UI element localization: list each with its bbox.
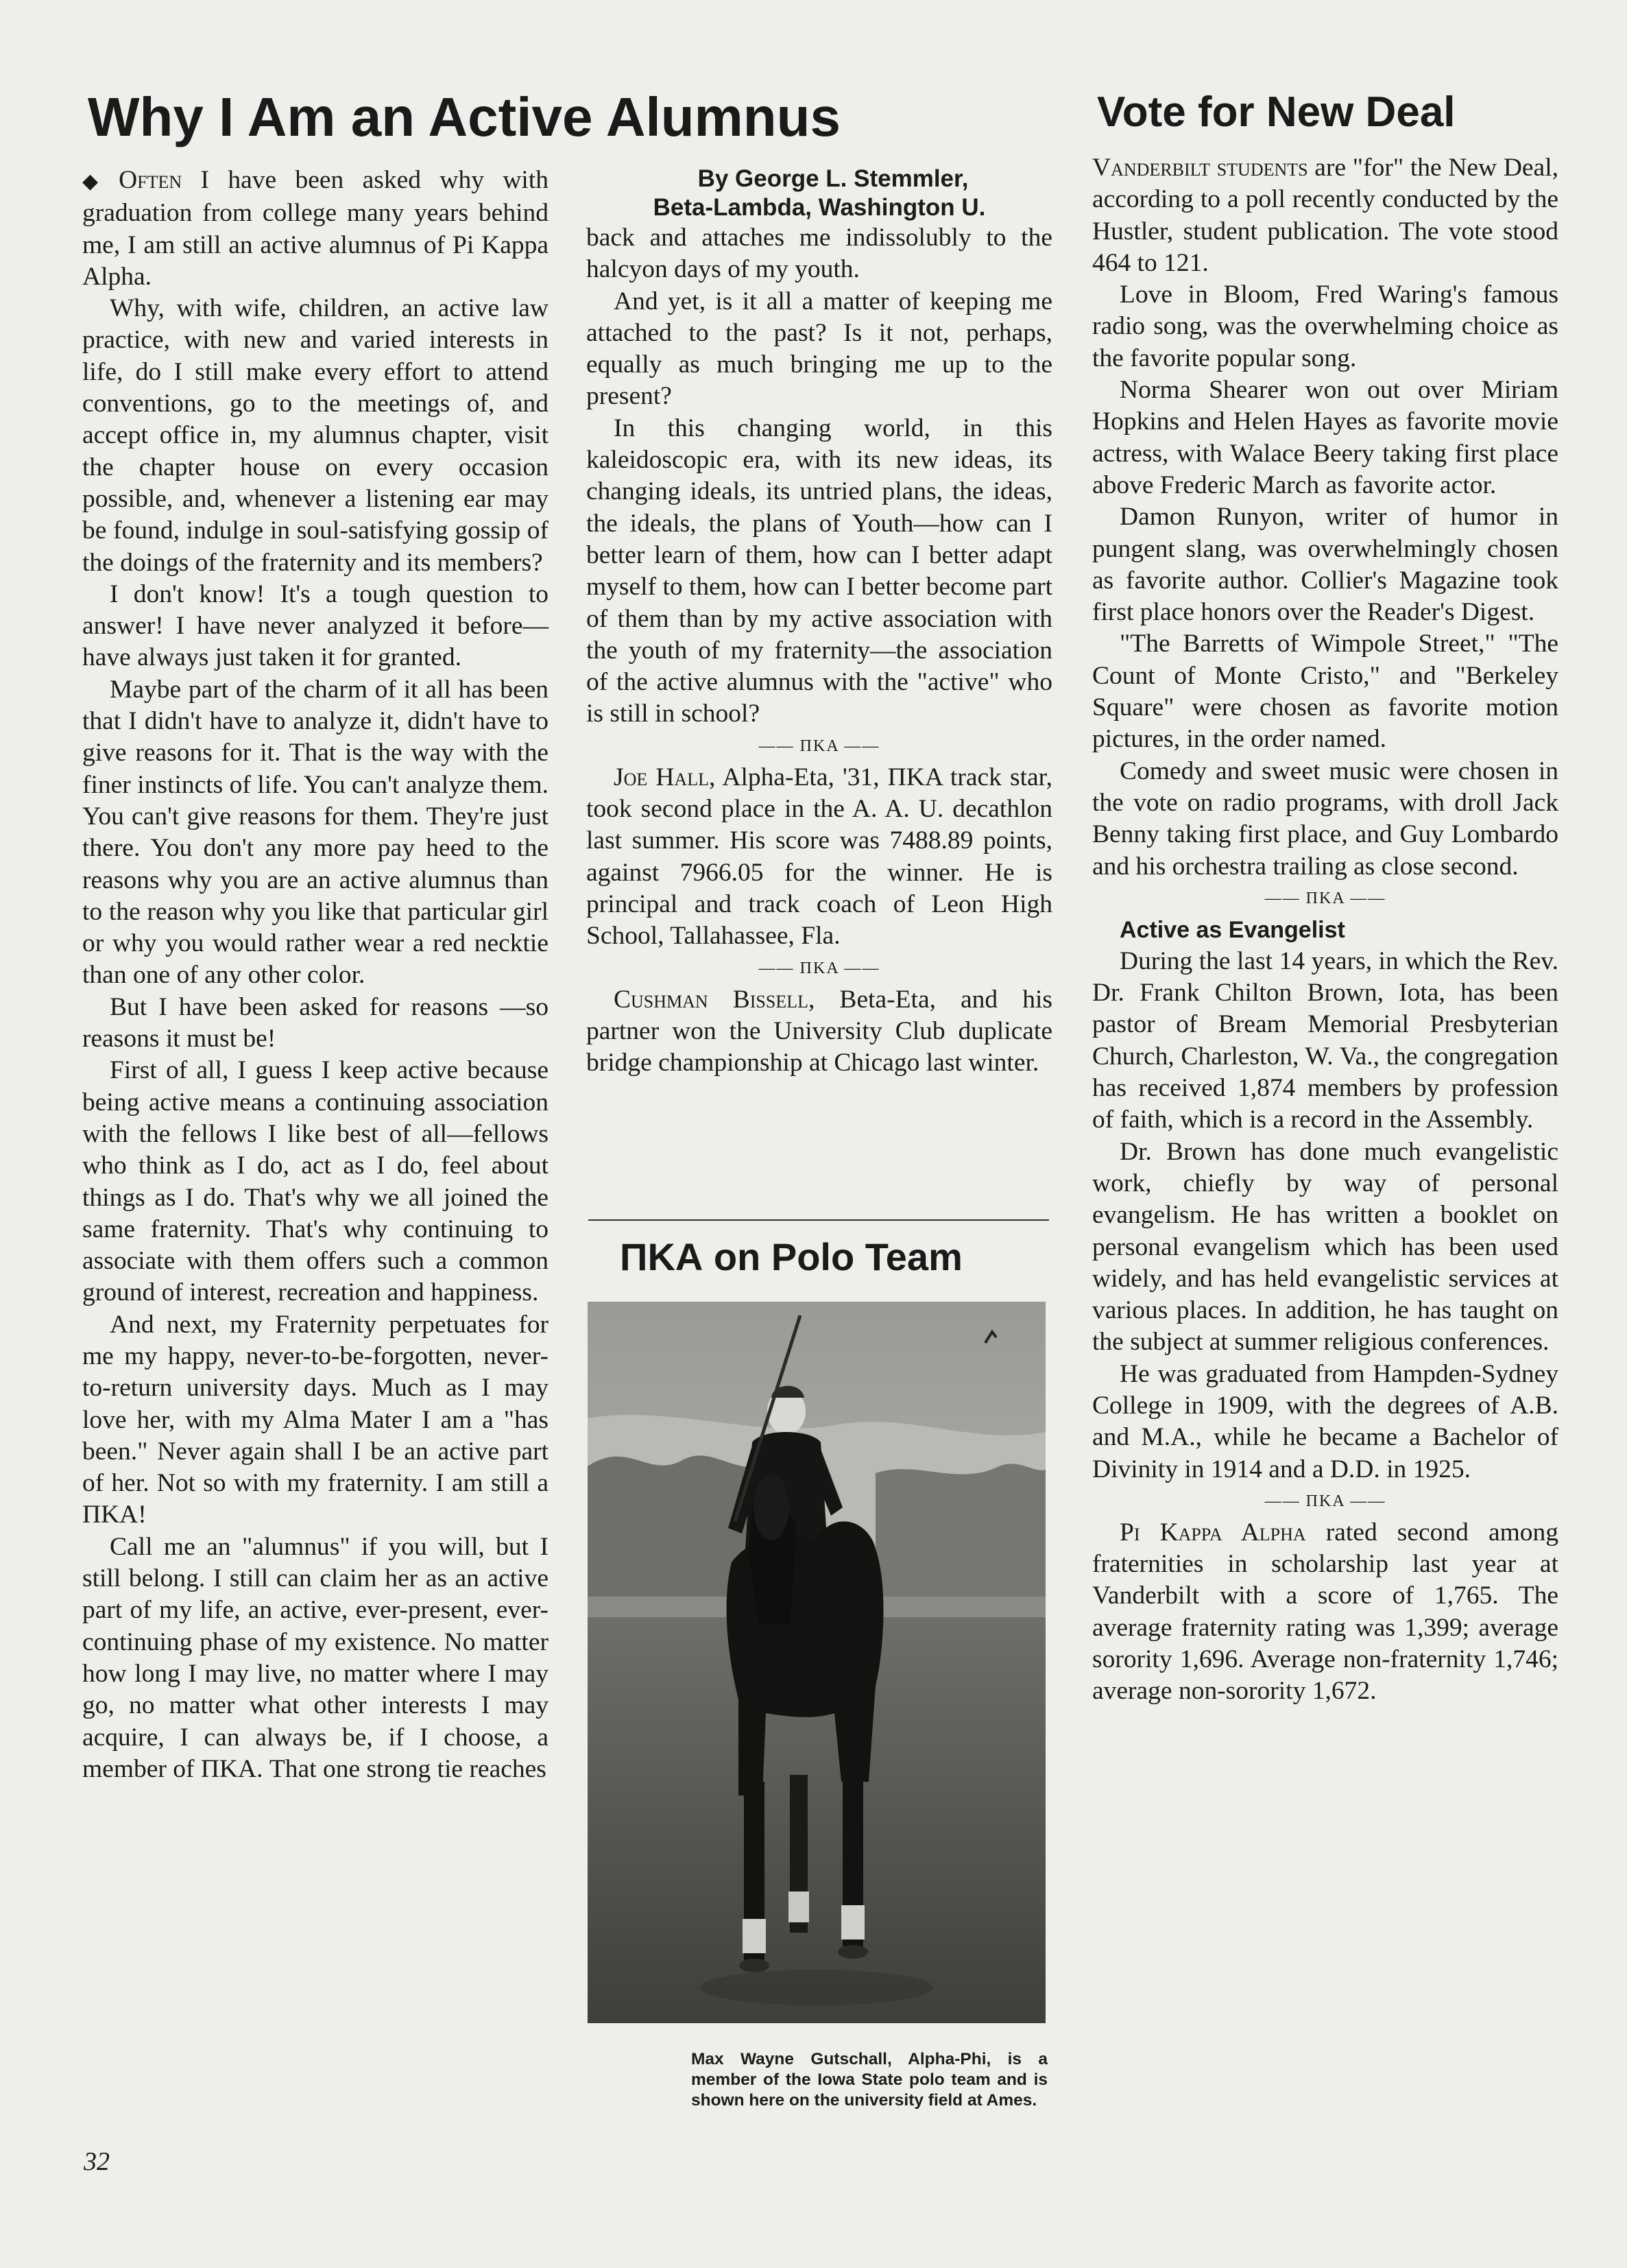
article-paragraph: And yet, is it all a matter of keeping me attached to the past? Is it not, perhaps, equally as much bringing me up to the present?	[586, 287, 1052, 411]
article-paragraph: First of all, I guess I keep active because being active means a continuing association with the fellows I like best of all—fellows who think as I do, act as I do, feel about things as I do. That's why we all joined the same fraternity. That's why continuing to associate with them offers such a common ground of interest, recreation and happiness.	[82, 1056, 549, 1307]
news-paragraph: He was graduated from Hampden-Sydney College in 1909, with the degrees of A.B. and M.A., while he became a Bachelor of Divinity in 1914 and a D.D. in 1925.	[1092, 1359, 1558, 1483]
article-paragraph: back and attaches me indissolubly to the halcyon days of my youth.	[586, 224, 1052, 284]
section-divider: —— ΠΚΑ ——	[758, 959, 880, 977]
news-paragraph: Comedy and sweet music were chosen in the vote on radio programs, with droll Jack Benny taking first place, and Guy Lombardo and his orchestra trailing as close second.	[1092, 756, 1558, 881]
news-paragraph: Vanderbilt students are "for" the New Deal, according to a poll recently conducted by the Hustler, student publication. The vote stood 464 to 121.	[1092, 154, 1558, 277]
evangelist-heading: Active as Evangelist	[1120, 916, 1345, 943]
news-paragraph: Dr. Brown has done much evangelistic work, chiefly by way of personal evangelism. He has written a booklet on personal evangelism which has been used widely, and has held evangelistic services at various places. In addition, he has taught on the subject at summer religious conferences.	[1092, 1137, 1558, 1357]
article-paragraph: Maybe part of the charm of it all has been that I didn't have to analyze it, didn't have to give reasons for it. That is the way with the finer instincts of life. You can't analyze them. You can't give reasons for them. They're just there. You don't any more pay heed to the reasons why you are an active alumnus than to the reason why you like that particular girl or why you would rather wear a red necktie than one of any other color.	[82, 675, 549, 990]
article-paragraph: ◆ Often I have been asked why with graduation from college many years behind me, I am still an active alumnus of Pi Kappa Alpha.	[82, 166, 549, 291]
news-item-hall: Joe Hall, Alpha-Eta, '31, ΠΚΑ track star, took second place in the A. A. U. decathlon last summer. His score was 7488.89 points, against 7966.05 for the winner. He is principal and track coach of Leon High School, Tallahassee, Fla.	[586, 763, 1052, 951]
article-paragraph: And next, my Fraternity perpetuates for me my happy, never-to-be-forgotten, never-to-return university days. Much as I may love her, with my Alma Mater I am a "has been." Never again shall I be an active part of her. Not so with my fraternity. I am still a ΠΚΑ!	[82, 1310, 549, 1529]
news-paragraph: Damon Runyon, writer of humor in pungent slang, was overwhelmingly chosen as favorite author. Collier's Magazine took first place honors over the Reader's Digest.	[1092, 503, 1558, 627]
section-divider: —— ΠΚΑ ——	[1264, 1492, 1386, 1510]
article-title: Why I Am an Active Alumnus	[88, 86, 841, 147]
news-column-3	[1092, 152, 1558, 1708]
polo-title: ΠΚΑ on Polo Team	[620, 1235, 963, 1278]
section-divider: —— ΠΚΑ ——	[1264, 889, 1386, 907]
article-paragraph: Call me an "alumnus" if you will, but I still belong. I still can claim her as an active part of my life, an active, ever-present, ever-continuing phase of my existence. No matter how long I may live, no matter where I may go, no matter what other interests I may acquire, I can always be, if I choose, a member of ΠΚΑ. That one strong tie reaches	[82, 1532, 549, 1783]
diamond-bullet-icon: ◆	[82, 170, 111, 193]
article-column-2	[586, 165, 1052, 1079]
photo-caption: Max Wayne Gutschall, Alpha-Phi, is a member of the Iowa State polo team and is shown here on the university field at Ames.	[691, 2050, 1048, 2110]
news-item-bissell: Cushman Bissell, Beta-Eta, and his partner won the University Club duplicate bridge championship at Chicago last winter.	[586, 985, 1052, 1077]
article-paragraph: Why, with wife, children, an active law practice, with new and varied interests in life, do I still make every effort to attend conventions, go to the meetings of, and accept office in, my alumnus chapter, visit the chapter house on every occasion possible, and, whenever a listening ear may be found, indulge in soul-satisfying gossip of the doings of the fraternity and its members?	[82, 294, 549, 577]
lead-word: Often	[119, 166, 182, 194]
article-paragraph: But I have been asked for reasons —so reasons it must be!	[82, 992, 549, 1053]
news-paragraph-scholarship: Pi Kappa Alpha rated second among fraternities in scholarship last year at Vanderbilt with a score of 1,765. The average fraternity rating was 1,399; average sorority 1,696. Average non-fraternity 1,746; average non-sorority 1,672.	[1092, 1518, 1559, 1706]
byline: By George L. Stemmler, Beta-Lambda, Washington U.	[653, 165, 986, 221]
section-divider: —— ΠΚΑ ——	[758, 737, 880, 755]
news-paragraph: During the last 14 years, in which the Rev. Dr. Frank Chilton Brown, Iota, has been pastor of Bream Memorial Presbyterian Church, Charleston, W. Va., the congregation has received 1,874 members by profession of faith, which is a record in the Assembly.	[1092, 946, 1558, 1134]
horizontal-rule	[588, 1219, 1049, 1221]
news-paragraph: "The Barretts of Wimpole Street," "The Count of Monte Cristo," and "Berkeley Square" were chosen as favorite motion pictures, in the order named.	[1092, 630, 1558, 754]
article-paragraph: I don't know! It's a tough question to answer! I have never analyzed it before—have always just taken it for granted.	[82, 580, 549, 672]
page-number: 32	[84, 2147, 110, 2176]
vote-title: Vote for New Deal	[1097, 88, 1456, 136]
article-column-1	[82, 165, 549, 1785]
article-paragraph: In this changing world, in this kaleidoscopic era, with its new ideas, its changing ideals, its untried plans, the ideas, the ideals, the plans of Youth—how can I better learn of them, how can I better adapt myself to them, how can I better become part of them than by my active association with the youth of my fraternity—the association of the active alumnus with the "active" who is still in school?	[586, 414, 1052, 728]
news-paragraph: Love in Bloom, Fred Waring's famous radio song, was the overwhelming choice as the favorite popular song.	[1092, 280, 1558, 372]
news-paragraph: Norma Shearer won out over Miriam Hopkins and Helen Hayes as favorite movie actress, with Walace Beery taking first place above Frederic March as favorite actor.	[1092, 376, 1558, 499]
polo-player-photo	[588, 1302, 1046, 2023]
